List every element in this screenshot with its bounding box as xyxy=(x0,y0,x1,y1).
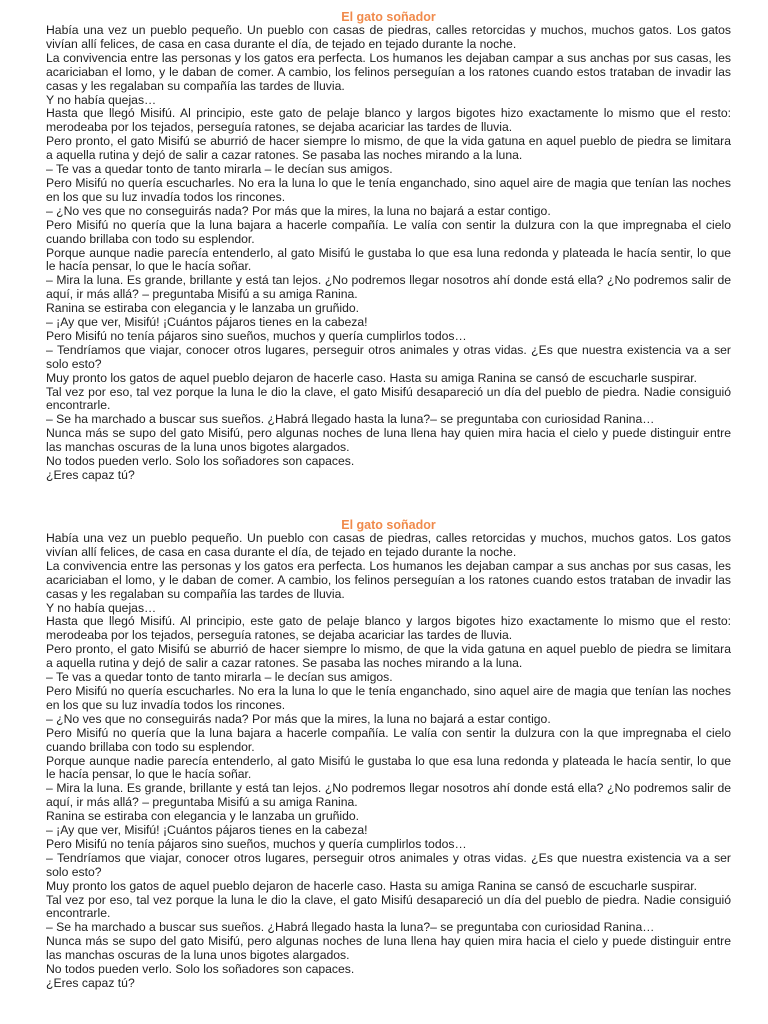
story-body xyxy=(46,532,731,991)
story-paragraph: Porque aunque nadie parecía entenderlo, al gato Misifú le gustaba lo que esa luna redonda y plateada le hacía sentir, lo que le hacía pensar, lo que le hacía soñar. xyxy=(46,245,731,274)
story-paragraph: Pero pronto, el gato Misifú se aburrió de hacer siempre lo mismo, de que la vida gatuna en aquel pueblo de piedra se limitara a aquella rutina y dejó de salir a cazar ratones. Se pasaba las noches mirando a la luna. xyxy=(46,134,731,163)
story-paragraph: Hasta que llegó Misifú. Al principio, este gato de pelaje blanco y largos bigotes hizo exactamente lo mismo que el resto: merodeaba por los tejados, perseguía ratones, se dejaba acariciar las tardes de lluvia. xyxy=(46,614,731,643)
story-paragraph: No todos pueden verlo. Solo los soñadores son capaces. xyxy=(46,454,355,469)
story-paragraph: Pero Misifú no quería que la luna bajara a hacerle compañía. Le valía con sentir la dulzura con la que impregnaba el cielo cuando brillaba con todo su esplendor. xyxy=(46,217,731,246)
story-body xyxy=(46,24,731,483)
story-paragraph: – Te vas a quedar tonto de tanto mirarla – le decían sus amigos. xyxy=(46,162,393,177)
story-1 xyxy=(46,10,731,483)
story-paragraph: Nunca más se supo del gato Misifú, pero algunas noches de luna llena hay quien mira hacia el cielo y puede distinguir entre las manchas oscuras de la luna unos bigotes alargados. xyxy=(46,934,731,963)
story-paragraph: Pero pronto, el gato Misifú se aburrió de hacer siempre lo mismo, de que la vida gatuna en aquel pueblo de piedra se limitara a aquella rutina y dejó de salir a cazar ratones. Se pasaba las noches mirando a la luna. xyxy=(46,642,731,671)
story-paragraph: – ¡Ay que ver, Misifú! ¡Cuántos pájaros tienes en la cabeza! xyxy=(46,823,368,838)
story-paragraph: Y no había quejas… xyxy=(46,600,157,615)
story-paragraph: – ¿No ves que no conseguirás nada? Por más que la mires, la luna no bajará a estar contigo. xyxy=(46,203,551,218)
story-paragraph: – Te vas a quedar tonto de tanto mirarla – le decían sus amigos. xyxy=(46,670,393,685)
story-title: El gato soñador xyxy=(341,518,436,532)
story-paragraph: – Mira la luna. Es grande, brillante y está tan lejos. ¿No podremos llegar nosotros ahí donde está ella? ¿No podremos salir de aquí, ir más allá? – preguntaba Misifú a su amiga Ranina. xyxy=(46,781,731,810)
story-paragraph: – Mira la luna. Es grande, brillante y está tan lejos. ¿No podremos llegar nosotros ahí donde está ella? ¿No podremos salir de aquí, ir más allá? – preguntaba Misifú a su amiga Ranina. xyxy=(46,273,731,302)
story-paragraph: Tal vez por eso, tal vez porque la luna le dio la clave, el gato Misifú desapareció un día del pueblo de piedra. Nadie consiguió encontrarle. xyxy=(46,892,731,921)
story-paragraph: No todos pueden verlo. Solo los soñadores son capaces. xyxy=(46,962,355,977)
story-paragraph: La convivencia entre las personas y los gatos era perfecta. Los humanos les dejaban campar a sus anchas por sus casas, les acariciaban el lomo, y le daban de comer. A cambio, los felinos perseguían a los ratones cuando estos trataban de invadir las casas y les regalaban su compañía las tardes de lluvia. xyxy=(46,50,731,93)
story-paragraph: Porque aunque nadie parecía entenderlo, al gato Misifú le gustaba lo que esa luna redonda y plateada le hacía sentir, lo que le hacía pensar, lo que le hacía soñar. xyxy=(46,753,731,782)
story-title: El gato soñador xyxy=(341,10,436,24)
story-paragraph: – ¡Ay que ver, Misifú! ¡Cuántos pájaros tienes en la cabeza! xyxy=(46,315,368,330)
story-paragraph: Nunca más se supo del gato Misifú, pero algunas noches de luna llena hay quien mira hacia el cielo y puede distinguir entre las manchas oscuras de la luna unos bigotes alargados. xyxy=(46,426,731,455)
story-paragraph: Ranina se estiraba con elegancia y le lanzaba un gruñido. xyxy=(46,809,360,824)
story-paragraph: Pero Misifú no quería escucharles. No era la luna lo que le tenía enganchado, sino aquel aire de magia que tenían las noches en los que su luz invadía todos los rincones. xyxy=(46,683,731,712)
story-paragraph: Había una vez un pueblo pequeño. Un pueblo con casas de piedras, calles retorcidas y muchos, muchos gatos. Los gatos vivían allí felices, de casa en casa durante el día, de tejado en tejado durante la noche. xyxy=(46,531,731,559)
story-paragraph: Hasta que llegó Misifú. Al principio, este gato de pelaje blanco y largos bigotes hizo exactamente lo mismo que el resto: merodeaba por los tejados, perseguía ratones, se dejaba acariciar las tardes de lluvia. xyxy=(46,106,731,135)
story-paragraph: Pero Misifú no tenía pájaros sino sueños, muchos y quería cumplirlos todos… xyxy=(46,328,467,343)
story-paragraph: ¿Eres capaz tú? xyxy=(46,976,135,990)
story-paragraph: La convivencia entre las personas y los gatos era perfecta. Los humanos les dejaban campar a sus anchas por sus casas, les acariciaban el lomo, y le daban de comer. A cambio, los felinos perseguían a los ratones cuando estos trataban de invadir las casas y les regalaban su compañía las tardes de lluvia. xyxy=(46,558,731,601)
story-paragraph: Pero Misifú no quería que la luna bajara a hacerle compañía. Le valía con sentir la dulzura con la que impregnaba el cielo cuando brillaba con todo su esplendor. xyxy=(46,725,731,754)
story-paragraph: Muy pronto los gatos de aquel pueblo dejaron de hacerle caso. Hasta su amiga Ranina se cansó de escucharle suspirar. xyxy=(46,878,698,893)
story-paragraph: – Tendríamos que viajar, conocer otros lugares, perseguir otros animales y otras vidas. ¿Es que nuestra existencia va a ser solo esto? xyxy=(46,342,731,371)
story-paragraph: Pero Misifú no quería escucharles. No era la luna lo que le tenía enganchado, sino aquel aire de magia que tenían las noches en los que su luz invadía todos los rincones. xyxy=(46,175,731,204)
story-paragraph: – Tendríamos que viajar, conocer otros lugares, perseguir otros animales y otras vidas. ¿Es que nuestra existencia va a ser solo esto? xyxy=(46,850,731,879)
story-paragraph: Muy pronto los gatos de aquel pueblo dejaron de hacerle caso. Hasta su amiga Ranina se cansó de escucharle suspirar. xyxy=(46,370,698,385)
story-paragraph: ¿Eres capaz tú? xyxy=(46,468,135,482)
story-paragraph: Ranina se estiraba con elegancia y le lanzaba un gruñido. xyxy=(46,301,360,316)
story-2 xyxy=(46,518,731,991)
story-paragraph: Y no había quejas… xyxy=(46,92,157,107)
story-paragraph: – Se ha marchado a buscar sus sueños. ¿Habrá llegado hasta la luna?– se preguntaba con curiosidad Ranina… xyxy=(46,412,655,427)
story-paragraph: – ¿No ves que no conseguirás nada? Por más que la mires, la luna no bajará a estar contigo. xyxy=(46,711,551,726)
story-paragraph: Había una vez un pueblo pequeño. Un pueblo con casas de piedras, calles retorcidas y muchos, muchos gatos. Los gatos vivían allí felices, de casa en casa durante el día, de tejado en tejado durante la noche. xyxy=(46,23,731,51)
story-paragraph: – Se ha marchado a buscar sus sueños. ¿Habrá llegado hasta la luna?– se preguntaba con curiosidad Ranina… xyxy=(46,920,655,935)
story-paragraph: Pero Misifú no tenía pájaros sino sueños, muchos y quería cumplirlos todos… xyxy=(46,836,467,851)
story-paragraph: Tal vez por eso, tal vez porque la luna le dio la clave, el gato Misifú desapareció un día del pueblo de piedra. Nadie consiguió encontrarle. xyxy=(46,384,731,413)
